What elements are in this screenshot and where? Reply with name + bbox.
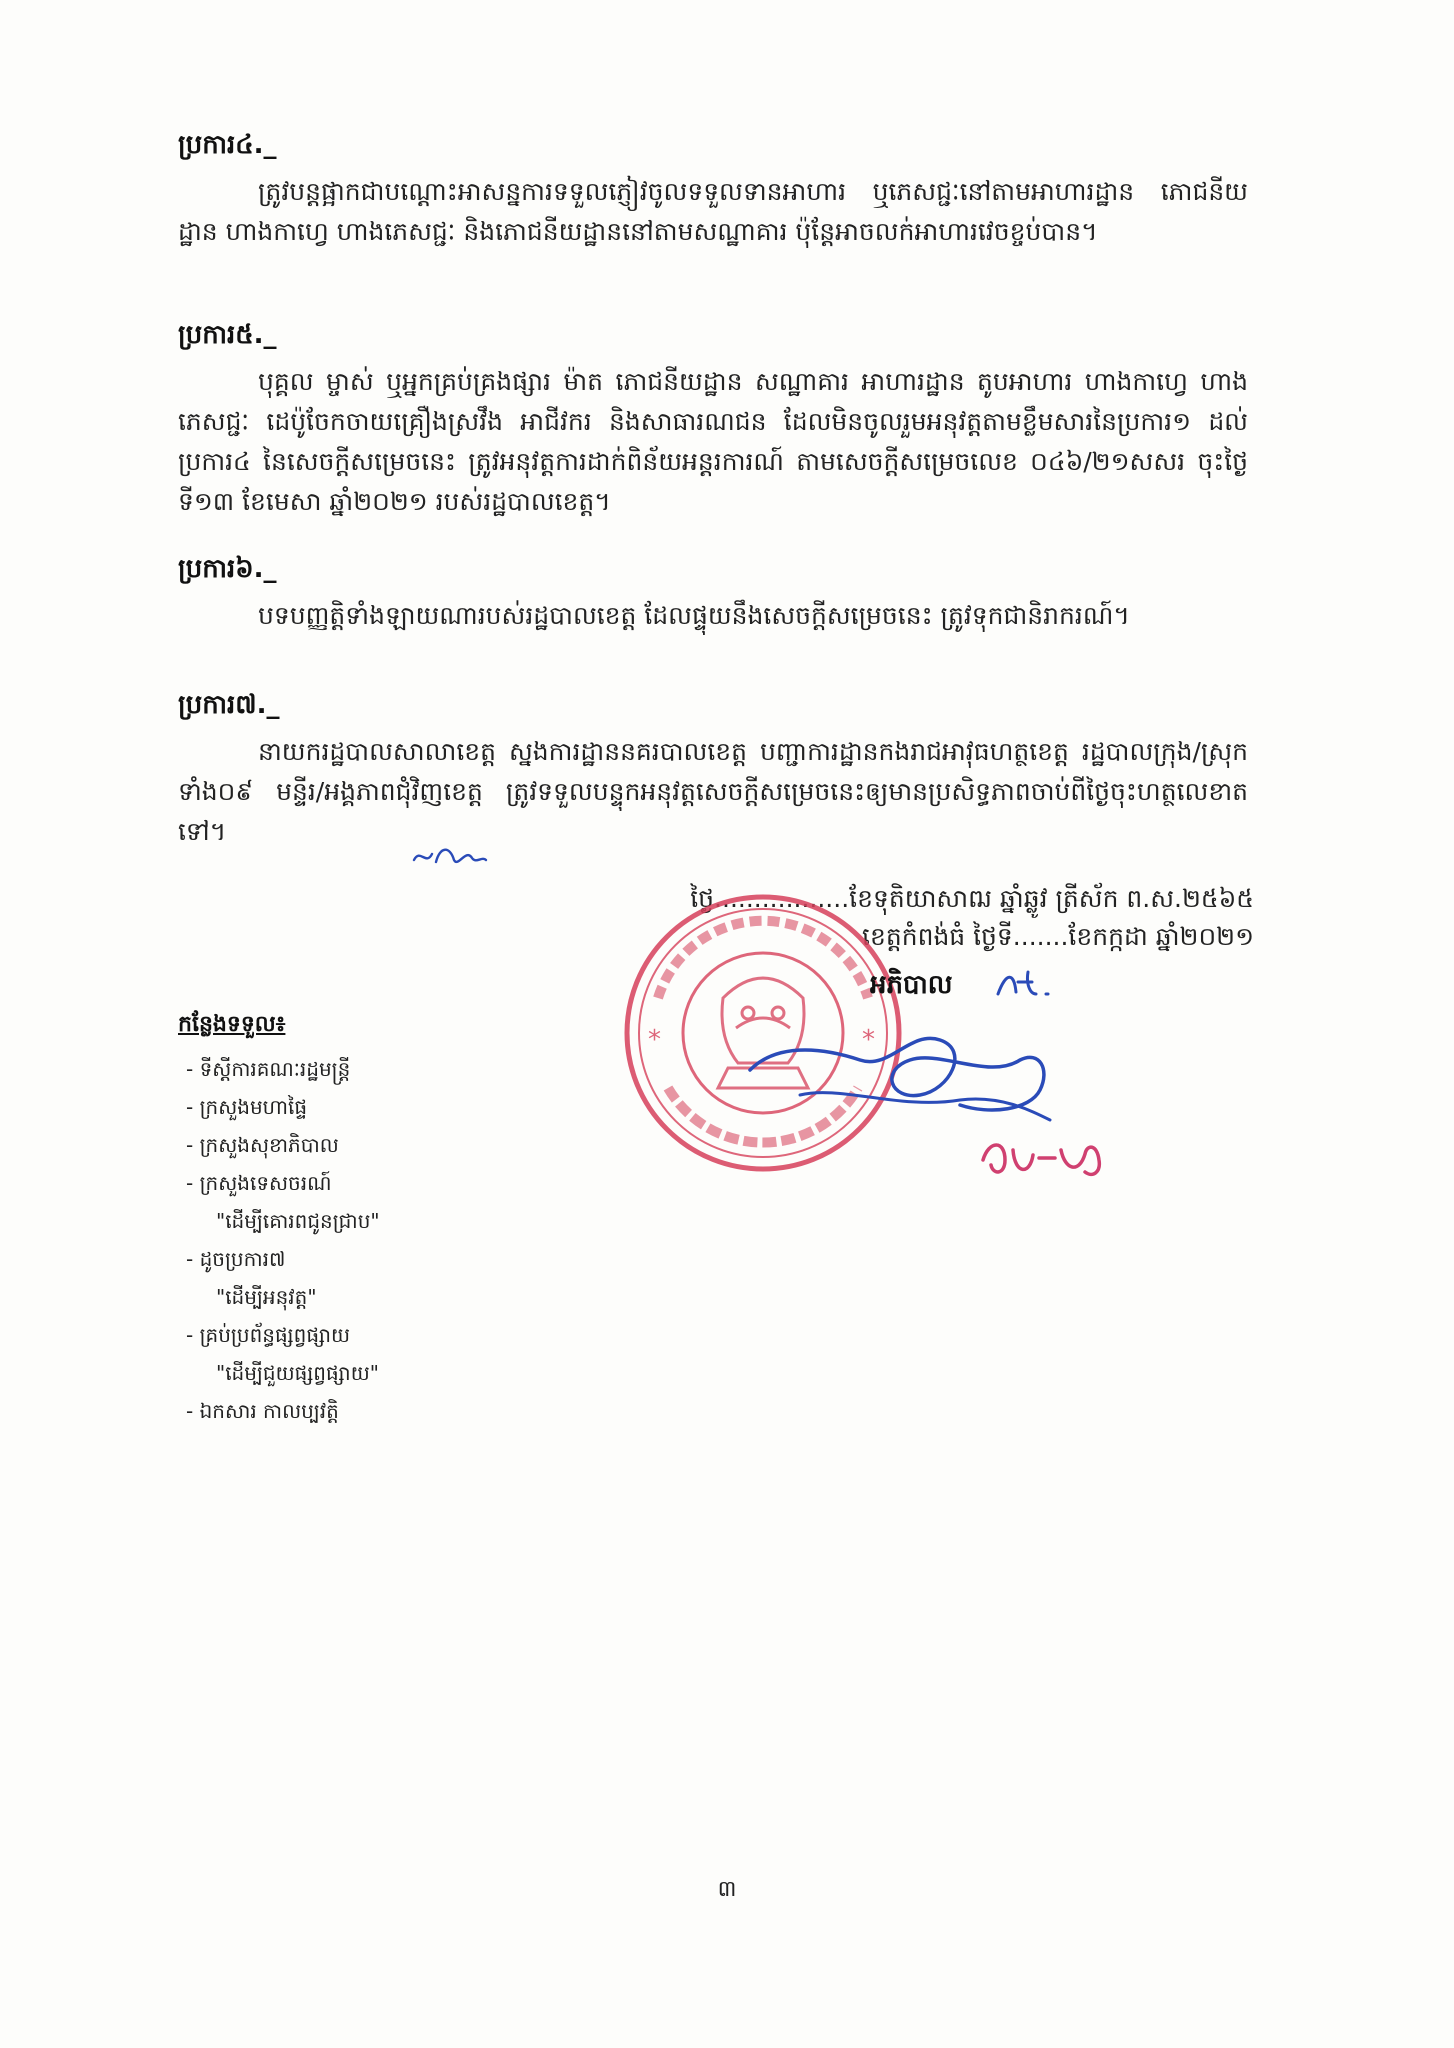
recipients-list [186,1050,546,1430]
recipient-item: - ទីស្តីការគណៈរដ្ឋមន្ត្រី [186,1057,351,1081]
article-4-text: ត្រូវបន្តផ្អាកជាបណ្តោះអាសន្នការទទួលភ្ញៀវចូលទទួលទានអាហារ ឬភេសជ្ជៈនៅតាមអាហារដ្ឋាន ភោជនីយដ្ឋាន ហាងកាហ្វេ ហាងភេសជ្ជៈ និងភោជនីយដ្ឋាននៅតាមសណ្ឋាគារ ប៉ុន្តែអាចលក់អាហារវេចខ្ចប់បាន។ [178,177,1248,246]
svg-text:*: * [862,1025,875,1055]
recipient-item: - គ្រប់ប្រព័ន្ធផ្សព្វផ្សាយ [186,1323,351,1347]
article-5-heading: ប្រការ៥._ [178,320,277,350]
governor-initial-mark [992,964,1062,1004]
recipient-note: "ដើម្បីគោរពជូនជ្រាប" [216,1209,380,1233]
date-lunar: ថ្ងៃ.................ខែទុតិយាសាឍ ឆ្នាំឆ្លូវ ត្រីស័ក ព.ស.២៥៦៥ [690,884,1254,913]
recipient-item: - ក្រសួងសុខាភិបាល [186,1133,339,1157]
article-6-text: បទបញ្ញត្តិទាំងឡាយណារបស់រដ្ឋបាលខេត្ត ដែលផ្ទុយនឹងសេចក្តីសម្រេចនេះ ត្រូវទុកជានិរាករណ៍។ [258,601,1130,630]
governor-title: អភិបាល [870,970,953,1000]
recipients-title: កន្លែងទទួល៖ [178,1012,286,1037]
article-7-heading: ប្រការ៧._ [178,690,280,720]
article-6-heading: ប្រការ៦._ [178,554,277,584]
svg-text:*: * [648,1025,661,1055]
initials-mark [410,838,490,872]
recipient-note: "ដើម្បីអនុវត្ត" [216,1285,317,1309]
article-5-text: បុគ្គល ម្ចាស់ ឬអ្នកគ្រប់គ្រងផ្សារ ម៉ាត ភោជនីយដ្ឋាន សណ្ឋាគារ អាហារដ្ឋាន តូបអាហារ ហាងកាហ្វេ ហាងភេសជ្ជៈ ដេប៉ូចែកចាយគ្រឿងស្រវឹង អាជីវករ និងសាធារណជន ដែលមិនចូលរួមអនុវត្តតាមខ្លឹមសារនៃប្រការ១ ដល់ប្រការ៤ នៃសេចក្តីសម្រេចនេះ ត្រូវអនុវត្តការដាក់ពិន័យអន្តរការណ៍ តាមសេចក្តីសម្រេចលេខ ០៤៦/២១សសរ ចុះថ្ងៃ ទី១៣ ខែមេសា ឆ្នាំ២០២១ របស់រដ្ឋបាលខេត្ត។ [178,367,1248,516]
date-solar: ខេត្តកំពង់ធំ ថ្ងៃទី.......ខែកក្កដា ឆ្នាំ២០២១ [862,922,1254,951]
article-7-text: នាយករដ្ឋបាលសាលាខេត្ត ស្នងការដ្ឋាននគរបាលខេត្ត បញ្ជាការដ្ឋានកងរាជអាវុធហត្ថខេត្ត រដ្ឋបាលក្រុង/ស្រុកទាំង០៩ មន្ទីរ/អង្គភាពជុំវិញខេត្ត ត្រូវទទួលបន្ទុកអនុវត្តសេចក្តីសម្រេចនេះឲ្យមានប្រសិទ្ធភាពចាប់ពីថ្ងៃចុះហត្ថលេខាតទៅ។ [178,737,1248,846]
article-4-heading: ប្រការ៤._ [178,130,277,160]
governor-signature [740,1000,1070,1130]
page-number: ៣ [717,1877,737,1902]
recipient-item: - ក្រសួងមហាផ្ទៃ [186,1095,308,1119]
signatory-name-handwritten [975,1120,1115,1190]
recipient-item: - ដូចប្រការ៧ [186,1247,286,1271]
recipient-note: "ដើម្បីជួយផ្សព្វផ្សាយ" [216,1361,379,1385]
recipient-item: - ក្រសួងទេសចរណ៍ [186,1171,332,1195]
recipient-item: - ឯកសារ កាលប្បវត្តិ [186,1399,339,1423]
